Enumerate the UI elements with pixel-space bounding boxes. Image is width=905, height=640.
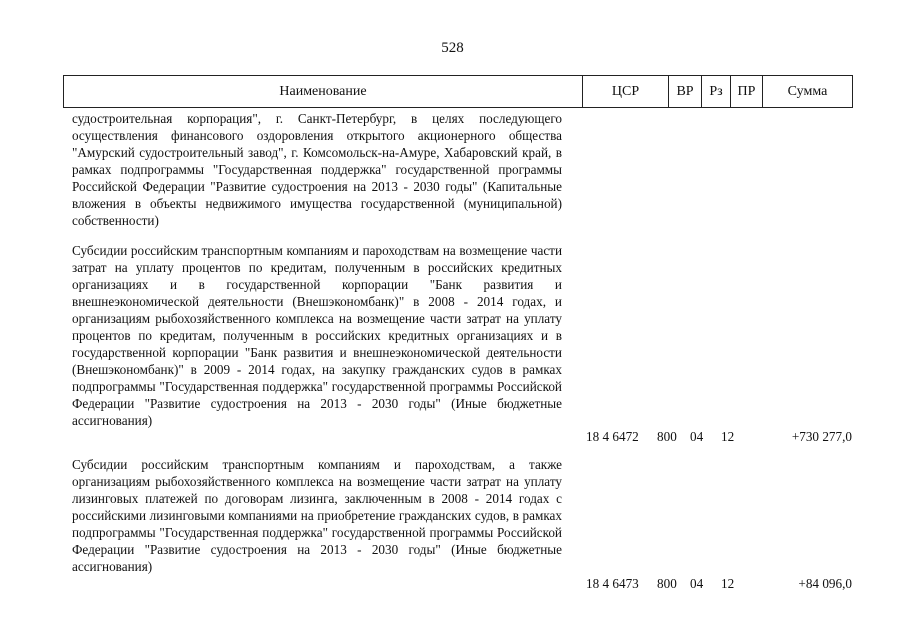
- row-rz: 04: [690, 576, 704, 591]
- row-name: Субсидии российским транспортным компаниям и пароходствам на возмещение части затрат на уплату процентов по кредитам, полученным в российских кредитных организациях и в государственной корпорации "Банк развития и внешнеэкономической деятельности (Внешэкономбанк)" в 2008 - 2014 годах, и организациям рыбохозяйственного комплекса на возмещение части затрат на уплату процентов по кредитам, полученным в российских кредитных организациях и в государственной корпорации "Банк развития и внешнеэкономической деятельности (Внешэкономбанк)" в 2009 - 2014 годах, на закупку гражданских судов в рамках подпрограммы "Государственная поддержка" государственной программы Российской Федерации "Развитие судостроения на 2013 - 2030 годы" (Иные бюджетные ассигнования): [72, 243, 562, 428]
- header-name: Наименование: [64, 76, 583, 107]
- header-sum: Сумма: [787, 84, 828, 99]
- row-name: судостроительная корпорация", г. Санкт-Петербург, в целях последующего осуществления финансового оздоровления открытого акционерного общества "Амурский судостроительный завод", г. Комсомольск-на-Амуре, Хабаровский край, в рамках подпрограммы "Государственная поддержка" государственной программы Российской Федерации "Развитие судостроения на 2013 - 2030 годы" (Капитальные вложения в объекты недвижимого имущества государственной (муниципальной) собственности): [72, 111, 562, 228]
- row-vr: 800: [657, 576, 677, 591]
- page-number: 528: [441, 40, 464, 56]
- row-csr: 18 4 6472: [586, 429, 639, 444]
- row-vr: 800: [657, 429, 677, 444]
- row-rz: 04: [690, 429, 704, 444]
- row-csr: 18 4 6473: [586, 576, 639, 591]
- header-pr: ПР: [731, 76, 763, 107]
- header-rz: Рз: [702, 76, 731, 107]
- row-sum: +730 277,0: [791, 429, 852, 444]
- row-sum: +84 096,0: [798, 576, 852, 591]
- header-vr: ВР: [669, 76, 702, 107]
- row-pr: 12: [721, 429, 735, 444]
- row-name: Субсидии российским транспортным компаниям и пароходствам, а также организациям рыбохозяйственного комплекса на возмещение части затрат на уплату лизинговых платежей по договорам лизинга, заключенным в 2008 - 2014 годах с российскими лизинговыми компаниями на приобретение гражданских судов, в рамках подпрограммы "Государственная поддержка" государственной программы Российской Федерации "Развитие судостроения на 2013 - 2030 годы" (Иные бюджетные ассигнования): [72, 457, 562, 574]
- table-header: [63, 75, 853, 108]
- header-csr: ЦСР: [583, 76, 669, 107]
- row-pr: 12: [721, 576, 735, 591]
